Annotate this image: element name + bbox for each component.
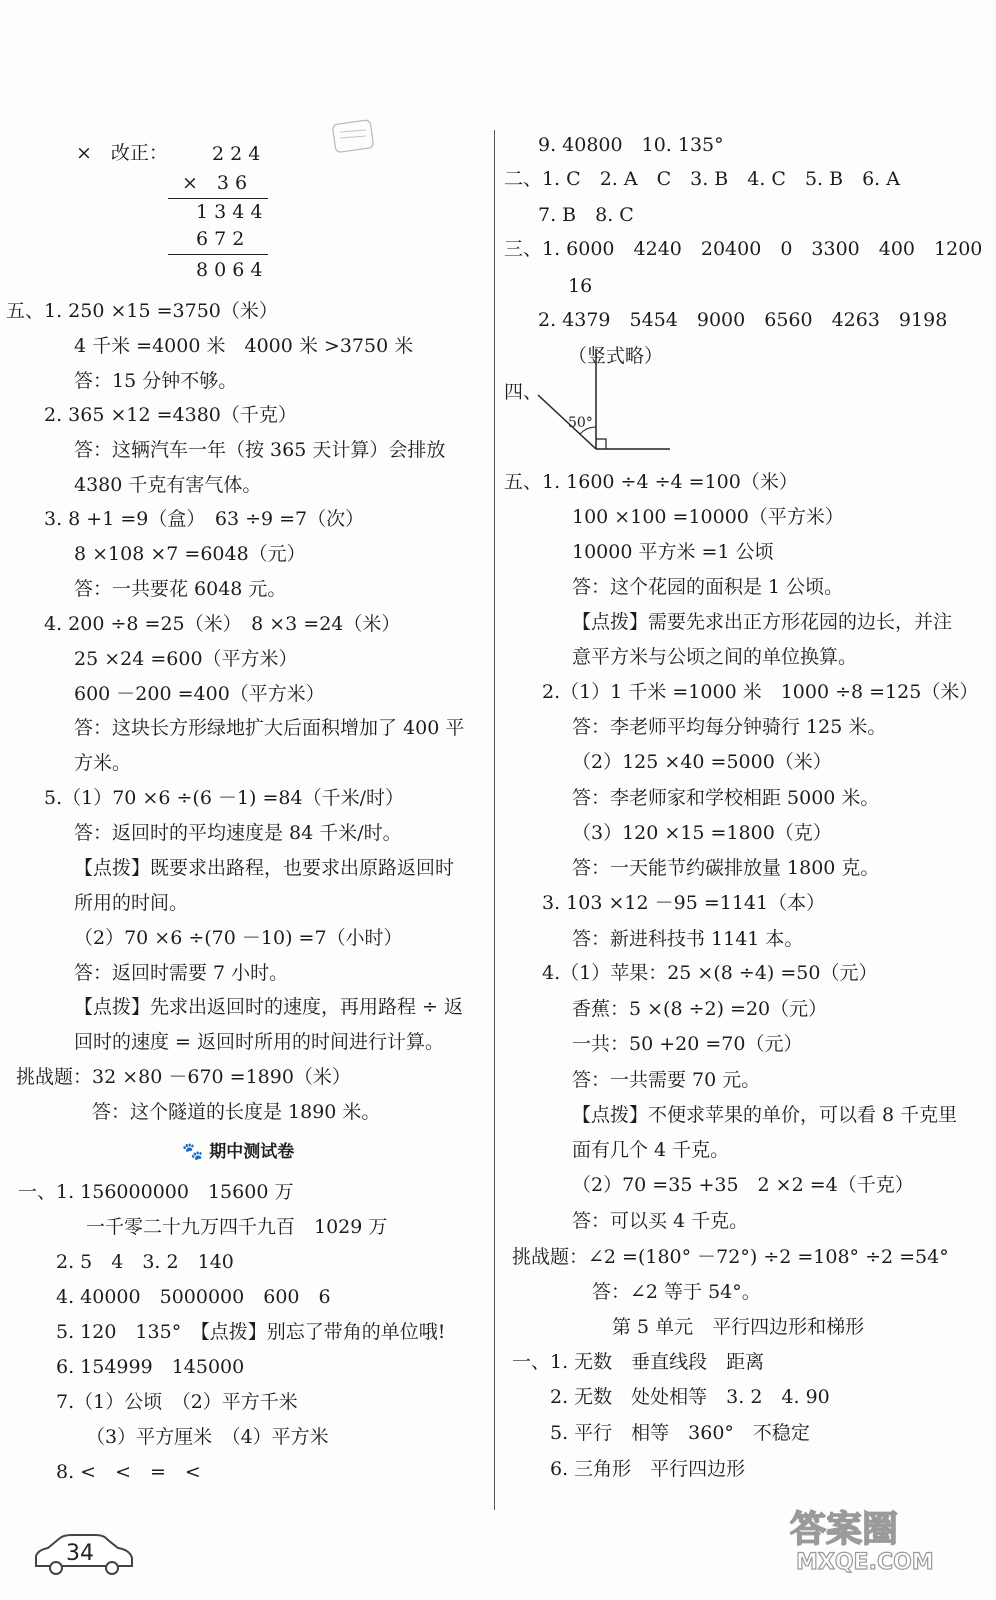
right2-line: （2）70 =35 +35 2 ×2 =4（千克） [572, 1174, 914, 1196]
column-divider [494, 130, 495, 1510]
right2-line: 五、1. 1600 ÷4 ÷4 =100（米） [504, 471, 798, 493]
left-line: 答：一共要花 6048 元。 [74, 578, 287, 600]
right2-line: 答：李老师平均每分钟骑行 125 米。 [572, 716, 887, 738]
left-line: 回时的速度 = 返回时所用的时间进行计算。 [74, 1031, 445, 1053]
page-number: 34 [66, 1541, 94, 1566]
right2-line: 面有几个 4 千克。 [572, 1139, 730, 1161]
unit5-title: 第 5 单元 平行四边形和梯形 [612, 1316, 865, 1338]
right2-line: 香蕉：5 ×(8 ÷2) =20（元） [572, 998, 828, 1020]
right2-line: 挑战题：∠2 =(180° －72°) ÷2 =108° ÷2 =54° [512, 1246, 949, 1268]
midterm-line: 4. 40000 5000000 600 6 [56, 1286, 331, 1308]
left-line: 挑战题：32 ×80 －670 =1890（米） [16, 1066, 351, 1088]
right2-line: 2.（1）1 千米 =1000 米 1000 ÷8 =125（米） [542, 681, 979, 703]
mult-row-1: 2 2 4 [212, 143, 261, 165]
mult-row-5: 8 0 6 4 [196, 259, 263, 281]
midterm-line: （3）平方厘米 （4）平方米 [86, 1426, 329, 1448]
right2-line: 答：可以买 4 千克。 [572, 1210, 749, 1232]
left-line: 25 ×24 =600（平方米） [74, 648, 298, 670]
left-line: 600 －200 =400（平方米） [74, 683, 325, 705]
midterm-line: 2. 5 4 3. 2 140 [56, 1251, 234, 1273]
right2-line: 100 ×100 =10000（平方米） [572, 506, 844, 528]
right2-line: （2）125 ×40 =5000（米） [572, 751, 832, 773]
left-line: （2）70 ×6 ÷(70 －10) =7（小时） [74, 927, 403, 949]
right2-line: 【点拨】需要先求出正方形花园的边长，并注 [572, 611, 953, 633]
midterm-line: 6. 154999 145000 [56, 1356, 245, 1378]
midterm-line: 一、1. 156000000 15600 万 [18, 1181, 294, 1203]
left-line: 答：这辆汽车一年（按 365 天计算）会排放 [74, 439, 446, 461]
left-line: 4. 200 ÷8 =25（米） 8 ×3 =24（米） [44, 613, 401, 635]
mult-row-2: × 3 6 [182, 172, 248, 194]
left-line: 答：15 分钟不够。 [74, 370, 238, 392]
left-line: 答：这块长方形绿地扩大后面积增加了 400 平 [74, 717, 465, 739]
midterm-line: 一千零二十九万四千九百 1029 万 [86, 1216, 388, 1238]
left-line: 4380 千克有害气体。 [74, 474, 262, 496]
right-line: 三、1. 6000 4240 20400 0 3300 400 1200 [504, 238, 983, 260]
midterm-line: 5. 120 135° 【点拨】别忘了带角的单位哦! [56, 1321, 446, 1343]
midterm-line: 7.（1）公顷 （2）平方千米 [56, 1391, 298, 1413]
right2-line: （3）120 ×15 =1800（克） [572, 822, 832, 844]
left-line: 所用的时间。 [74, 892, 189, 914]
angle-diagram [520, 345, 680, 455]
right2-line: 答：∠2 等于 54°。 [592, 1281, 761, 1303]
mult-row-3: 1 3 4 4 [196, 201, 263, 223]
left-line: 2. 365 ×12 =4380（千克） [44, 404, 297, 426]
midterm-heading [182, 1142, 294, 1161]
unit5-line: 一、1. 无数 垂直线段 距离 [512, 1351, 765, 1373]
left-line: 5.（1）70 ×6 ÷(6 －1) =84（千米/时） [44, 787, 404, 809]
right-line: 7. B 8. C [538, 204, 634, 226]
page-badge [28, 1532, 138, 1578]
midterm-title: 期中测试卷 [209, 1142, 295, 1162]
left-line: 【点拨】先求出返回时的速度，再用路程 ÷ 返 [74, 996, 464, 1018]
unit5-line: 6. 三角形 平行四边形 [550, 1458, 746, 1480]
left-line: 4 千米 =4000 米 4000 米 >3750 米 [74, 335, 414, 357]
right2-line: 答：李老师家和学校相距 5000 米。 [572, 787, 880, 809]
right2-line: 【点拨】不便求苹果的单价，可以看 8 千克里 [572, 1104, 958, 1126]
unit5-line: 5. 平行 相等 360° 不稳定 [550, 1422, 810, 1444]
right-line: 四、 [504, 381, 543, 403]
right2-line: 答：一共需要 70 元。 [572, 1069, 761, 1091]
stamp-icon [330, 118, 378, 158]
paw-icon: 🐾 [182, 1142, 204, 1162]
right2-line: 答：这个花园的面积是 1 公顷。 [572, 576, 844, 598]
right2-line: 10000 平方米 =1 公顷 [572, 541, 774, 563]
mult-rule-1 [168, 198, 268, 199]
left-line: 8 ×108 ×7 =6048（元） [74, 543, 306, 565]
watermark-logo-icon [782, 1503, 982, 1577]
angle-label: 50° [568, 415, 593, 431]
right-line: （竖式略） [568, 345, 664, 367]
left-line: 【点拨】既要求出路程，也要求出原路返回时 [74, 857, 455, 879]
midterm-line: 8. < < = < [56, 1461, 201, 1483]
right2-line: 一共：50 +20 =70（元） [572, 1033, 803, 1055]
mult-rule-2 [168, 254, 268, 255]
watermark-sub: MXQE.COM [796, 1550, 934, 1575]
watermark [782, 1503, 982, 1582]
right2-line: 答：一天能节约碳排放量 1800 克。 [572, 857, 880, 879]
left-line: 3. 8 +1 =9（盒） 63 ÷9 =7（次） [44, 508, 365, 530]
mult-label: × 改正： [76, 142, 168, 164]
right2-line: 3. 103 ×12 －95 =1141（本） [542, 892, 826, 914]
right2-line: 意平方米与公顷之间的单位换算。 [572, 646, 858, 668]
left-line: 答：这个隧道的长度是 1890 米。 [92, 1101, 381, 1123]
right-line: 二、1. C 2. A C 3. B 4. C 5. B 6. A [504, 168, 900, 190]
left-line: 答：返回时需要 7 小时。 [74, 962, 289, 984]
left-line: 方米。 [74, 752, 132, 774]
right2-line: 4.（1）苹果：25 ×(8 ÷4) =50（元） [542, 962, 878, 984]
right-line: 16 [568, 275, 593, 297]
right2-line: 答：新进科技书 1141 本。 [572, 928, 804, 950]
unit5-line: 2. 无数 处处相等 3. 2 4. 90 [550, 1386, 830, 1408]
left-line: 五、1. 250 ×15 =3750（米） [6, 300, 278, 322]
mult-row-4: 6 7 2 [196, 228, 245, 250]
right-line: 2. 4379 5454 9000 6560 4263 9198 [538, 309, 948, 331]
left-line: 答：返回时的平均速度是 84 千米/时。 [74, 822, 402, 844]
right-line: 9. 40800 10. 135° [538, 134, 724, 156]
watermark-main: 答案圈 [790, 1509, 899, 1550]
